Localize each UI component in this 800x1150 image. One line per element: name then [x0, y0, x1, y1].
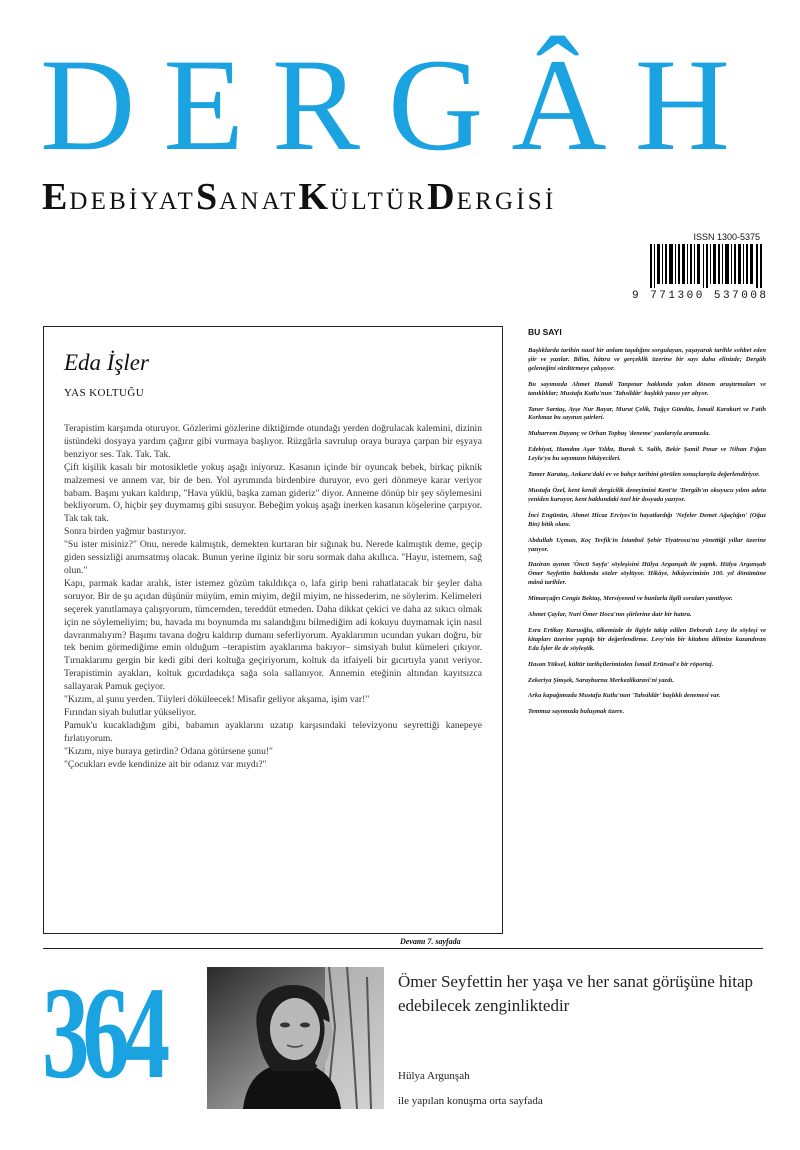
magazine-subtitle: [42, 177, 556, 217]
article-paragraph: Çift kişilik kasalı bir motosikletle yokuş aşağı iniyoruz. Kasanın içinde bir oyuncak bebek, birkaç piknik malzemesi ve annem var, bir de ben. Yol ayrımında birdenbire duruyor, evo geri dönmeye karar veriyor babam. Başını yukarı kaldırıp, "Hava yüklü, başka zaman gideriz" diyor. Anneme dönüp bir şey söylemesini bekliyorum. O, hiçbir şey duymamış gibi susuyor. Bebeğim yokuş aşağı inerken kasanın köşelerine çarpıyor. Tak tak tak.: [64, 461, 482, 525]
article-paragraph: "Su ister misiniz?" Onu, nerede kalmıştık, demekten kurtaran bir sığınak bu. Nerede kalmıştık deme, geçip giden sessizliği anımsatmış olacak. Bunun yerine ilginiz bir soru sormak daha akıllıca. "Hayır, istemem, sağ olun.": [64, 539, 482, 576]
issue-number: 364: [42, 959, 163, 1106]
article-title: YAS KOLTUĞU: [64, 387, 145, 399]
continued-note: Devamı 7. sayfada: [400, 937, 461, 946]
sidebar-paragraph: Başlıklarda tarihin nasıl bir anlam taşıdığını sorgulayan, yaşayarak tarihle sohbet eden şiir ve yazılar. Bilim, hâtıra ve gerçeklik üzerine bir sayı daha elinizde; Dergâh geleneğini sürdürmeye çalışıyor.: [528, 347, 766, 372]
sidebar-paragraph: Arka kapağımızda Mustafa Kutlu'nun 'Tahsildâr' başlıklı denemesi var.: [528, 692, 721, 700]
sidebar-heading: BU SAYI: [528, 327, 562, 337]
masthead: [40, 31, 760, 218]
sidebar-paragraph: Hasan Yüksel, kültür tarihçilerimizden İsmail Erünsal'e bir röportaj.: [528, 660, 714, 668]
barcode-block: [632, 232, 769, 304]
article-paragraph: "Kızım, niye buraya getirdin? Odana götürsene şunu!": [64, 745, 273, 757]
sidebar-paragraph: İnci Engünün, Ahmet Hicaz Erciyes'in hayatlardığı 'Nefeler Demet Ağaçlığın' (Oğuz Bin) bitik olanı.: [528, 511, 766, 528]
sidebar-paragraph: Bu sayımızda Ahmet Hamdi Tanpınar hakkında yakın dönem araştırmaları ve tanıklıklar; Mustafa Kutlu'nun 'Tahsildâr' başlıklı yazısı yer alıyor.: [528, 380, 766, 397]
article-box: [43, 326, 503, 934]
sidebar-paragraph: Haziran ayının 'Öncü Sayfa' söyleşisini Hülya Argunşah ile yaptık. Hülya Argunşah Ömer Seyfettin hakkında sözler söylüyor. Hikâye, hikâyecimizin 100. yıl dönümüne mânâ tarihler.: [528, 561, 766, 587]
interviewee-name: Hülya Argunşah: [398, 1070, 470, 1082]
barcode-icon: [650, 244, 762, 288]
feature-quote: Ömer Seyfettin her yaşa ve her sanat görüşüne hitap edebilecek zenginliktedir: [398, 972, 753, 1015]
article-paragraph: Pamuk'u kucakladığım gibi, babamın ayaklarını uzatıp karşısındaki televizyonu seyrettiği kanepeye fırlatıyorum.: [64, 719, 482, 744]
article-paragraph: "Çocukları evde kendinize ait bir odanız var mıydı?": [64, 758, 267, 770]
subtitle-word-sanat: SANAT: [195, 176, 299, 218]
interview-credit: [398, 1064, 768, 1114]
article-paragraph: Fırından siyah bulutlar yükseliyor.: [64, 706, 197, 718]
subtitle-word-dergisi: DERGİSİ: [427, 176, 557, 218]
sidebar-paragraph: Mustafa Özel, kent kendi dergicilik deneyimini Kent'te 'Dergâh'ın okuyucu yılını adeta yeniden kuruyor, kent hakkındaki özel bir dosyada yazıyor.: [528, 486, 766, 503]
article-paragraph: "Kızım, al şunu yerden. Tüyleri döküleecek! Misafir geliyor akşama, işim var!": [64, 694, 370, 706]
divider: [43, 948, 763, 949]
barcode-number: 9 771300 537008: [632, 290, 769, 302]
sidebar-paragraph: Temmuz sayımızda buluşmak üzere.: [528, 708, 625, 716]
sidebar-paragraph: Taner Sarıtaş, Ayşe Nur Bayar, Murat Çelik, Tuğçe Gündüz, İsmail Karakurt ve Fatih Korkmaz bu sayının şairleri.: [528, 405, 766, 422]
sidebar-paragraph: Esra Ertikay Kuruoğlu, ülkemizde de ilgiyle takip edilen Deborah Levy ile söyleşi ve kitapları üzerine yaptığı bir değerlendirme. Levy'nin bir kitabını dilimize kazandıran Eda İşler ile de söyleştik.: [528, 626, 766, 652]
article-paragraph: Kapı, parmak kadar aralık, ister istemez gözüm takıldıkça o, lafa girip beni rahatlatacak bir şeyler daha soruyor. Bir de şu açıdan düşünür müyüm, emin miyim, değil miyim, ne hissederim, ne söylerim. Kelimeleri seçerek yanıtlamaya çalışıyorum, tümcemden, tereddüt etmeden. Daha dikkat çekici ve daha az sıkıcı olmak için ne söylemeliyim; bu, havada mı boynumda mı salandığını bilmediğim adi kokuyu duymamak için nasıl davranmalıyım? Başımı tavana doğru kaldırıp dumanı seferliyorum. Ayaklarımın ucundan yukarı doğru, bir tek benim görmediğime emin olduğum –terapistim ayaklarıma bakıyor– simsiyah bulut kümeleri çıkıyor. Tırnaklarımı gergin bir kedi gibi deri koltuğa geçiriyorum, koltuk da itfaiyeli bir gıcırtıyla yanıt veriyor. Terapistimin ayakları, koltuk gıcırdadıkça sağa sola sallanıyor. Annemin eteğinin altından kayıtsızca sallayarak Pamuk geçiyor.: [64, 577, 482, 693]
article-author: Eda İşler: [64, 350, 149, 375]
sidebar-paragraph: Abdullah Uçman, Koç Tevfik'in İstanbul Şehir Tiyatrosu'nu yönettiği yıllar üzerine yazıyor.: [528, 536, 766, 553]
magazine-title: DERGÂH: [40, 31, 758, 178]
article-paragraph: Sonra birden yağmur bastırıyor.: [64, 526, 187, 538]
article-paragraph: Terapistim karşımda oturuyor. Gözlerimi gözlerine diktiğimde otundağı yerden doğrulacak kalemini, dizinin üstündeki dosyaya yardım çağırır gibi vurmaya başlıyor. Rüzgârla savrulup oraya buraya çarpan bir eşyaya benziyor ses. Tak. Tak. Tak.: [64, 423, 482, 460]
sidebar-paragraph: Mimarçağrı Cengiz Bektaş, Mersiyennıl ve bunlarla ilgili soruları yanıtlıyor.: [528, 595, 733, 603]
subtitle-word-edebiyat: EDEBİYAT: [42, 176, 196, 218]
sidebar-paragraph: Tamer Karataş, Ankara'daki ev ve bahçe tarihini görülen sonuçlarıyla değerlendiriyor.: [528, 471, 760, 479]
interview-subtitle: ile yapılan konuşma orta sayfada: [398, 1095, 543, 1107]
author-photo: [207, 967, 384, 1109]
sidebar-paragraph: Ahmet Çaylar, Nuri Ömer Hoca'nın şiirlerine dair bir hatıra.: [528, 611, 692, 619]
sidebar-contents: [528, 327, 766, 939]
issn-label: ISSN 1300-5375: [693, 232, 760, 242]
article-body: [64, 423, 482, 771]
sidebar-paragraph: Edebiyat, Hamdım Aşar Yıldız, Burak S. Salih, Bekir Şamil Pınar ve Nihan Fığan Leyla'ya bu sayımızın hikâyecileri.: [528, 446, 766, 463]
sidebar-paragraph: Muharrem Dayanç ve Orhan Topbaş 'deneme' yazılarıyla aramızda.: [528, 430, 711, 438]
subtitle-word-kultur: KÜLTÜR: [298, 176, 428, 218]
sidebar-paragraph: Zekeriya Şimşek, Sarayburnu Merkezlikaravi'ni yazdı.: [528, 676, 674, 684]
